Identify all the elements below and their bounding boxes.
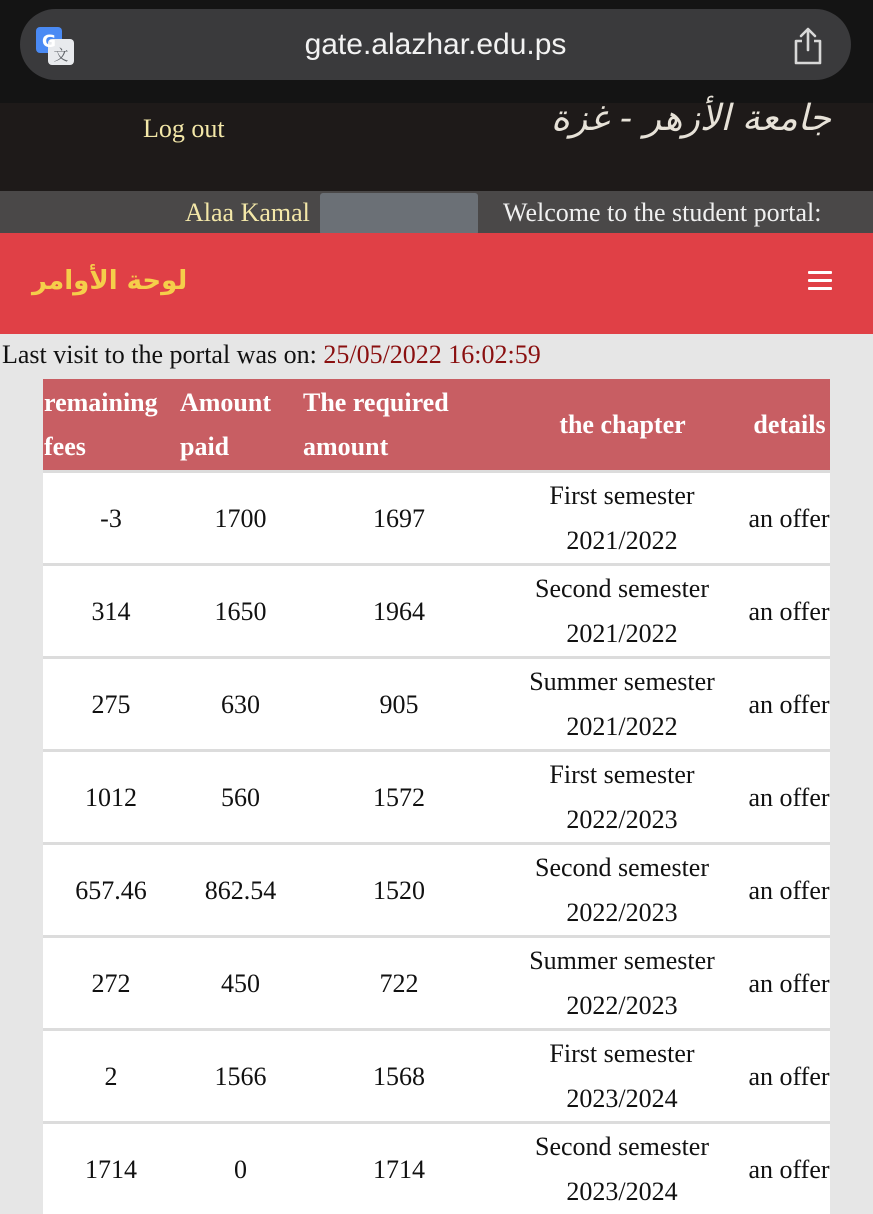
- svg-text:文: 文: [53, 46, 68, 64]
- header-chapter: the chapter: [496, 379, 748, 472]
- chapter-cell: First semester 2023/2024: [496, 1030, 748, 1123]
- fees-table: [43, 379, 830, 1214]
- amount-paid-cell: 1566: [179, 1030, 302, 1123]
- university-logo-text: جامعة الأزهر - غزة: [551, 98, 831, 139]
- amount-paid-cell: 0: [179, 1123, 302, 1214]
- amount-paid-cell: 862.54: [179, 844, 302, 937]
- chapter-cell: Summer semester 2022/2023: [496, 937, 748, 1030]
- table-row: [43, 472, 830, 565]
- chapter-cell: First semester 2022/2023: [496, 751, 748, 844]
- amount-paid-cell: 1700: [179, 472, 302, 565]
- logout-link[interactable]: Log out: [143, 114, 225, 144]
- last-visit-label: Last visit to the portal was on:: [2, 340, 317, 369]
- chapter-cell: Second semester 2022/2023: [496, 844, 748, 937]
- details-link[interactable]: an offer: [748, 1030, 830, 1123]
- required-amount-cell: 905: [302, 658, 496, 751]
- remaining-fees-cell: 1012: [43, 751, 179, 844]
- header-remaining-fees: remaining fees: [43, 379, 179, 472]
- amount-paid-cell: 450: [179, 937, 302, 1030]
- user-name: Alaa Kamal: [185, 198, 310, 228]
- redaction-box: [320, 193, 478, 235]
- chapter-cell: Second semester 2023/2024: [496, 1123, 748, 1214]
- remaining-fees-cell: 272: [43, 937, 179, 1030]
- remaining-fees-cell: 2: [43, 1030, 179, 1123]
- required-amount-cell: 1714: [302, 1123, 496, 1214]
- address-bar[interactable]: [20, 9, 851, 80]
- remaining-fees-cell: -3: [43, 472, 179, 565]
- table-row: [43, 1030, 830, 1123]
- table-row: [43, 658, 830, 751]
- table-row: [43, 1123, 830, 1214]
- remaining-fees-cell: 275: [43, 658, 179, 751]
- header-details: details: [748, 379, 830, 472]
- details-link[interactable]: an offer: [748, 937, 830, 1030]
- remaining-fees-cell: 657.46: [43, 844, 179, 937]
- details-link[interactable]: an offer: [748, 751, 830, 844]
- details-link[interactable]: an offer: [748, 472, 830, 565]
- details-link[interactable]: an offer: [748, 658, 830, 751]
- details-link[interactable]: an offer: [748, 1123, 830, 1214]
- table-row: [43, 751, 830, 844]
- required-amount-cell: 1964: [302, 565, 496, 658]
- header-amount-paid: Amount paid: [179, 379, 302, 472]
- chapter-cell: Summer semester 2021/2022: [496, 658, 748, 751]
- table-header-row: [43, 379, 830, 472]
- header-required-amount: The required amount: [302, 379, 496, 472]
- amount-paid-cell: 560: [179, 751, 302, 844]
- required-amount-cell: 1572: [302, 751, 496, 844]
- dashboard-title[interactable]: لوحة الأوامر: [32, 266, 187, 296]
- browser-chrome: [0, 0, 873, 103]
- amount-paid-cell: 1650: [179, 565, 302, 658]
- chapter-cell: Second semester 2021/2022: [496, 565, 748, 658]
- table-row: [43, 844, 830, 937]
- welcome-message: Welcome to the student portal:: [503, 198, 822, 228]
- required-amount-cell: 1697: [302, 472, 496, 565]
- required-amount-cell: 1520: [302, 844, 496, 937]
- table-row: [43, 565, 830, 658]
- table-row: [43, 937, 830, 1030]
- share-icon[interactable]: [791, 26, 825, 66]
- details-link[interactable]: an offer: [748, 565, 830, 658]
- chapter-cell: First semester 2021/2022: [496, 472, 748, 565]
- last-visit: [2, 340, 541, 370]
- remaining-fees-cell: 1714: [43, 1123, 179, 1214]
- url-text[interactable]: gate.alazhar.edu.ps: [20, 9, 851, 80]
- required-amount-cell: 1568: [302, 1030, 496, 1123]
- svg-text:G: G: [42, 32, 56, 52]
- last-visit-timestamp: 25/05/2022 16:02:59: [323, 340, 540, 369]
- remaining-fees-cell: 314: [43, 565, 179, 658]
- required-amount-cell: 722: [302, 937, 496, 1030]
- amount-paid-cell: 630: [179, 658, 302, 751]
- details-link[interactable]: an offer: [748, 844, 830, 937]
- hamburger-menu-icon[interactable]: [808, 271, 832, 295]
